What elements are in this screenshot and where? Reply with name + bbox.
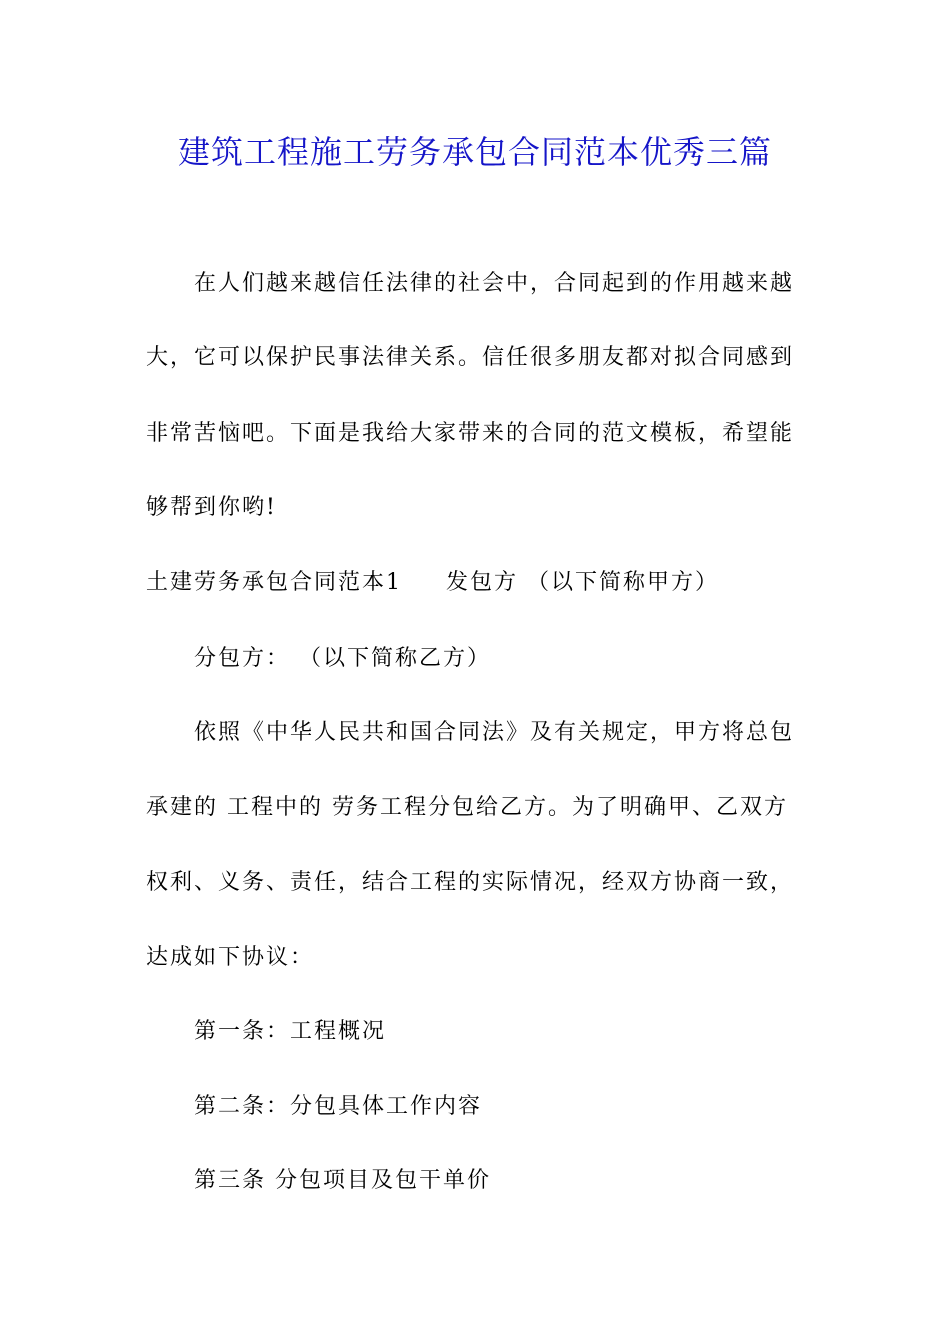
subcontractor-label: 分包方： （以下简称乙方） bbox=[194, 646, 491, 671]
section-heading: 土建劳务承包合同范本1 bbox=[146, 570, 402, 595]
article-2: 第二条：分包具体工作内容 bbox=[194, 1094, 483, 1119]
contractor-label: 发包方 （以下简称甲方） bbox=[446, 570, 719, 595]
document-title: 建筑工程施工劳务承包合同范本优秀三篇 bbox=[177, 133, 772, 171]
article-3: 第三条 分包项目及包干单价 bbox=[194, 1168, 491, 1193]
intro-line-4: 够帮到你哟! bbox=[146, 495, 277, 520]
basis-line-3: 权利、义务、责任，结合工程的实际情况，经双方协商一致， bbox=[146, 870, 795, 895]
basis-line-1: 依照《中华人民共和国合同法》及有关规定，甲方将总包 bbox=[194, 720, 795, 745]
section-heading-line bbox=[146, 567, 816, 599]
intro-line-2: 大，它可以保护民事法律关系。信任很多朋友都对拟合同感到 bbox=[146, 345, 795, 370]
intro-line-1: 在人们越来越信任法律的社会中，合同起到的作用越来越 bbox=[194, 271, 795, 296]
article-1: 第一条：工程概况 bbox=[194, 1019, 387, 1044]
basis-line-2: 承建的 工程中的 劳务工程分包给乙方。为了明确甲、乙双方 bbox=[146, 795, 788, 820]
intro-line-3: 非常苦恼吧。下面是我给大家带来的合同的范文模板，希望能 bbox=[146, 421, 795, 446]
basis-line-4: 达成如下协议： bbox=[146, 945, 315, 970]
